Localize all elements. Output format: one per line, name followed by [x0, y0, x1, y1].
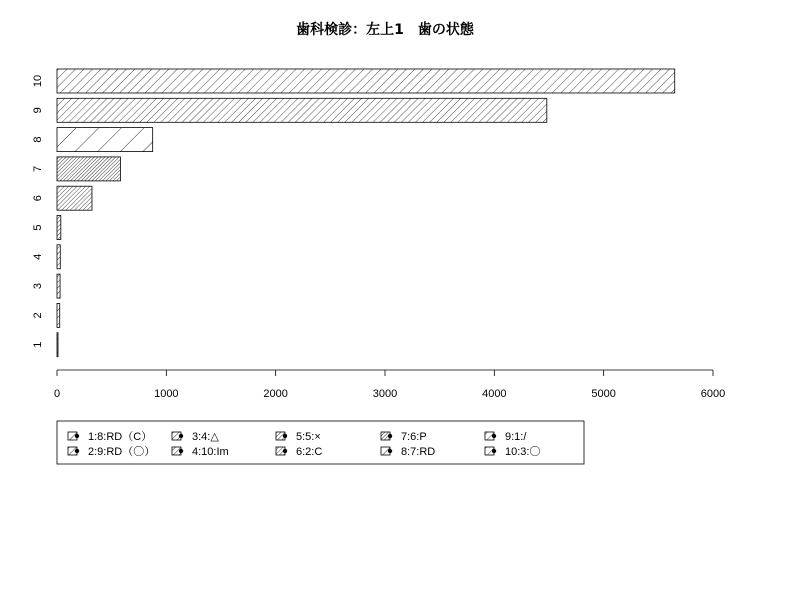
- x-tick-label: 3000: [372, 388, 398, 400]
- bar-1: [57, 333, 58, 357]
- x-tick-label: 0: [53, 388, 61, 400]
- bar-8: [57, 128, 153, 152]
- legend-label: 9:1:/: [505, 431, 527, 443]
- y-tick-label: 2: [31, 312, 44, 319]
- x-tick-label: 4000: [482, 388, 507, 400]
- legend-label: 7:6:P: [401, 431, 427, 443]
- legend-label: 6:2:C: [296, 446, 323, 458]
- y-tick-label: 1: [31, 341, 44, 348]
- bar-4: [57, 245, 60, 269]
- x-tick-label: 2000: [263, 388, 288, 400]
- legend-label: 10:3:〇: [505, 446, 541, 458]
- y-tick-label: 8: [31, 136, 44, 143]
- chart-title: 歯科検診：左上1 歯の状態: [296, 22, 474, 38]
- x-axis: [54, 370, 725, 400]
- legend: [57, 421, 584, 464]
- legend-label: 5:5:×: [296, 431, 321, 443]
- x-tick-label: 5000: [591, 388, 616, 400]
- legend-label: 4:10:Im: [192, 446, 229, 458]
- bars: [57, 69, 675, 357]
- y-tick-label: 6: [31, 195, 44, 202]
- y-tick-label: 9: [31, 107, 44, 114]
- bar-3: [57, 274, 60, 298]
- y-tick-label: 5: [31, 224, 44, 231]
- bar-6: [57, 186, 92, 210]
- bar-9: [57, 98, 547, 122]
- bar-10: [57, 69, 675, 93]
- bar-2: [57, 303, 60, 327]
- legend-label: 3:4:△: [192, 431, 219, 443]
- bar-5: [57, 216, 61, 240]
- x-tick-label: 1000: [154, 388, 179, 400]
- y-tick-label: 3: [31, 283, 44, 290]
- y-axis: [32, 75, 44, 348]
- y-tick-label: 10: [31, 74, 44, 88]
- y-tick-label: 7: [31, 165, 44, 172]
- legend-label: 8:7:RD: [401, 446, 436, 458]
- x-tick-label: 6000: [700, 388, 726, 400]
- y-tick-label: 4: [31, 253, 44, 260]
- legend-label: 1:8:RD（C）: [88, 431, 153, 443]
- legend-label: 2:9:RD（〇）: [88, 446, 156, 458]
- bar-7: [57, 157, 120, 181]
